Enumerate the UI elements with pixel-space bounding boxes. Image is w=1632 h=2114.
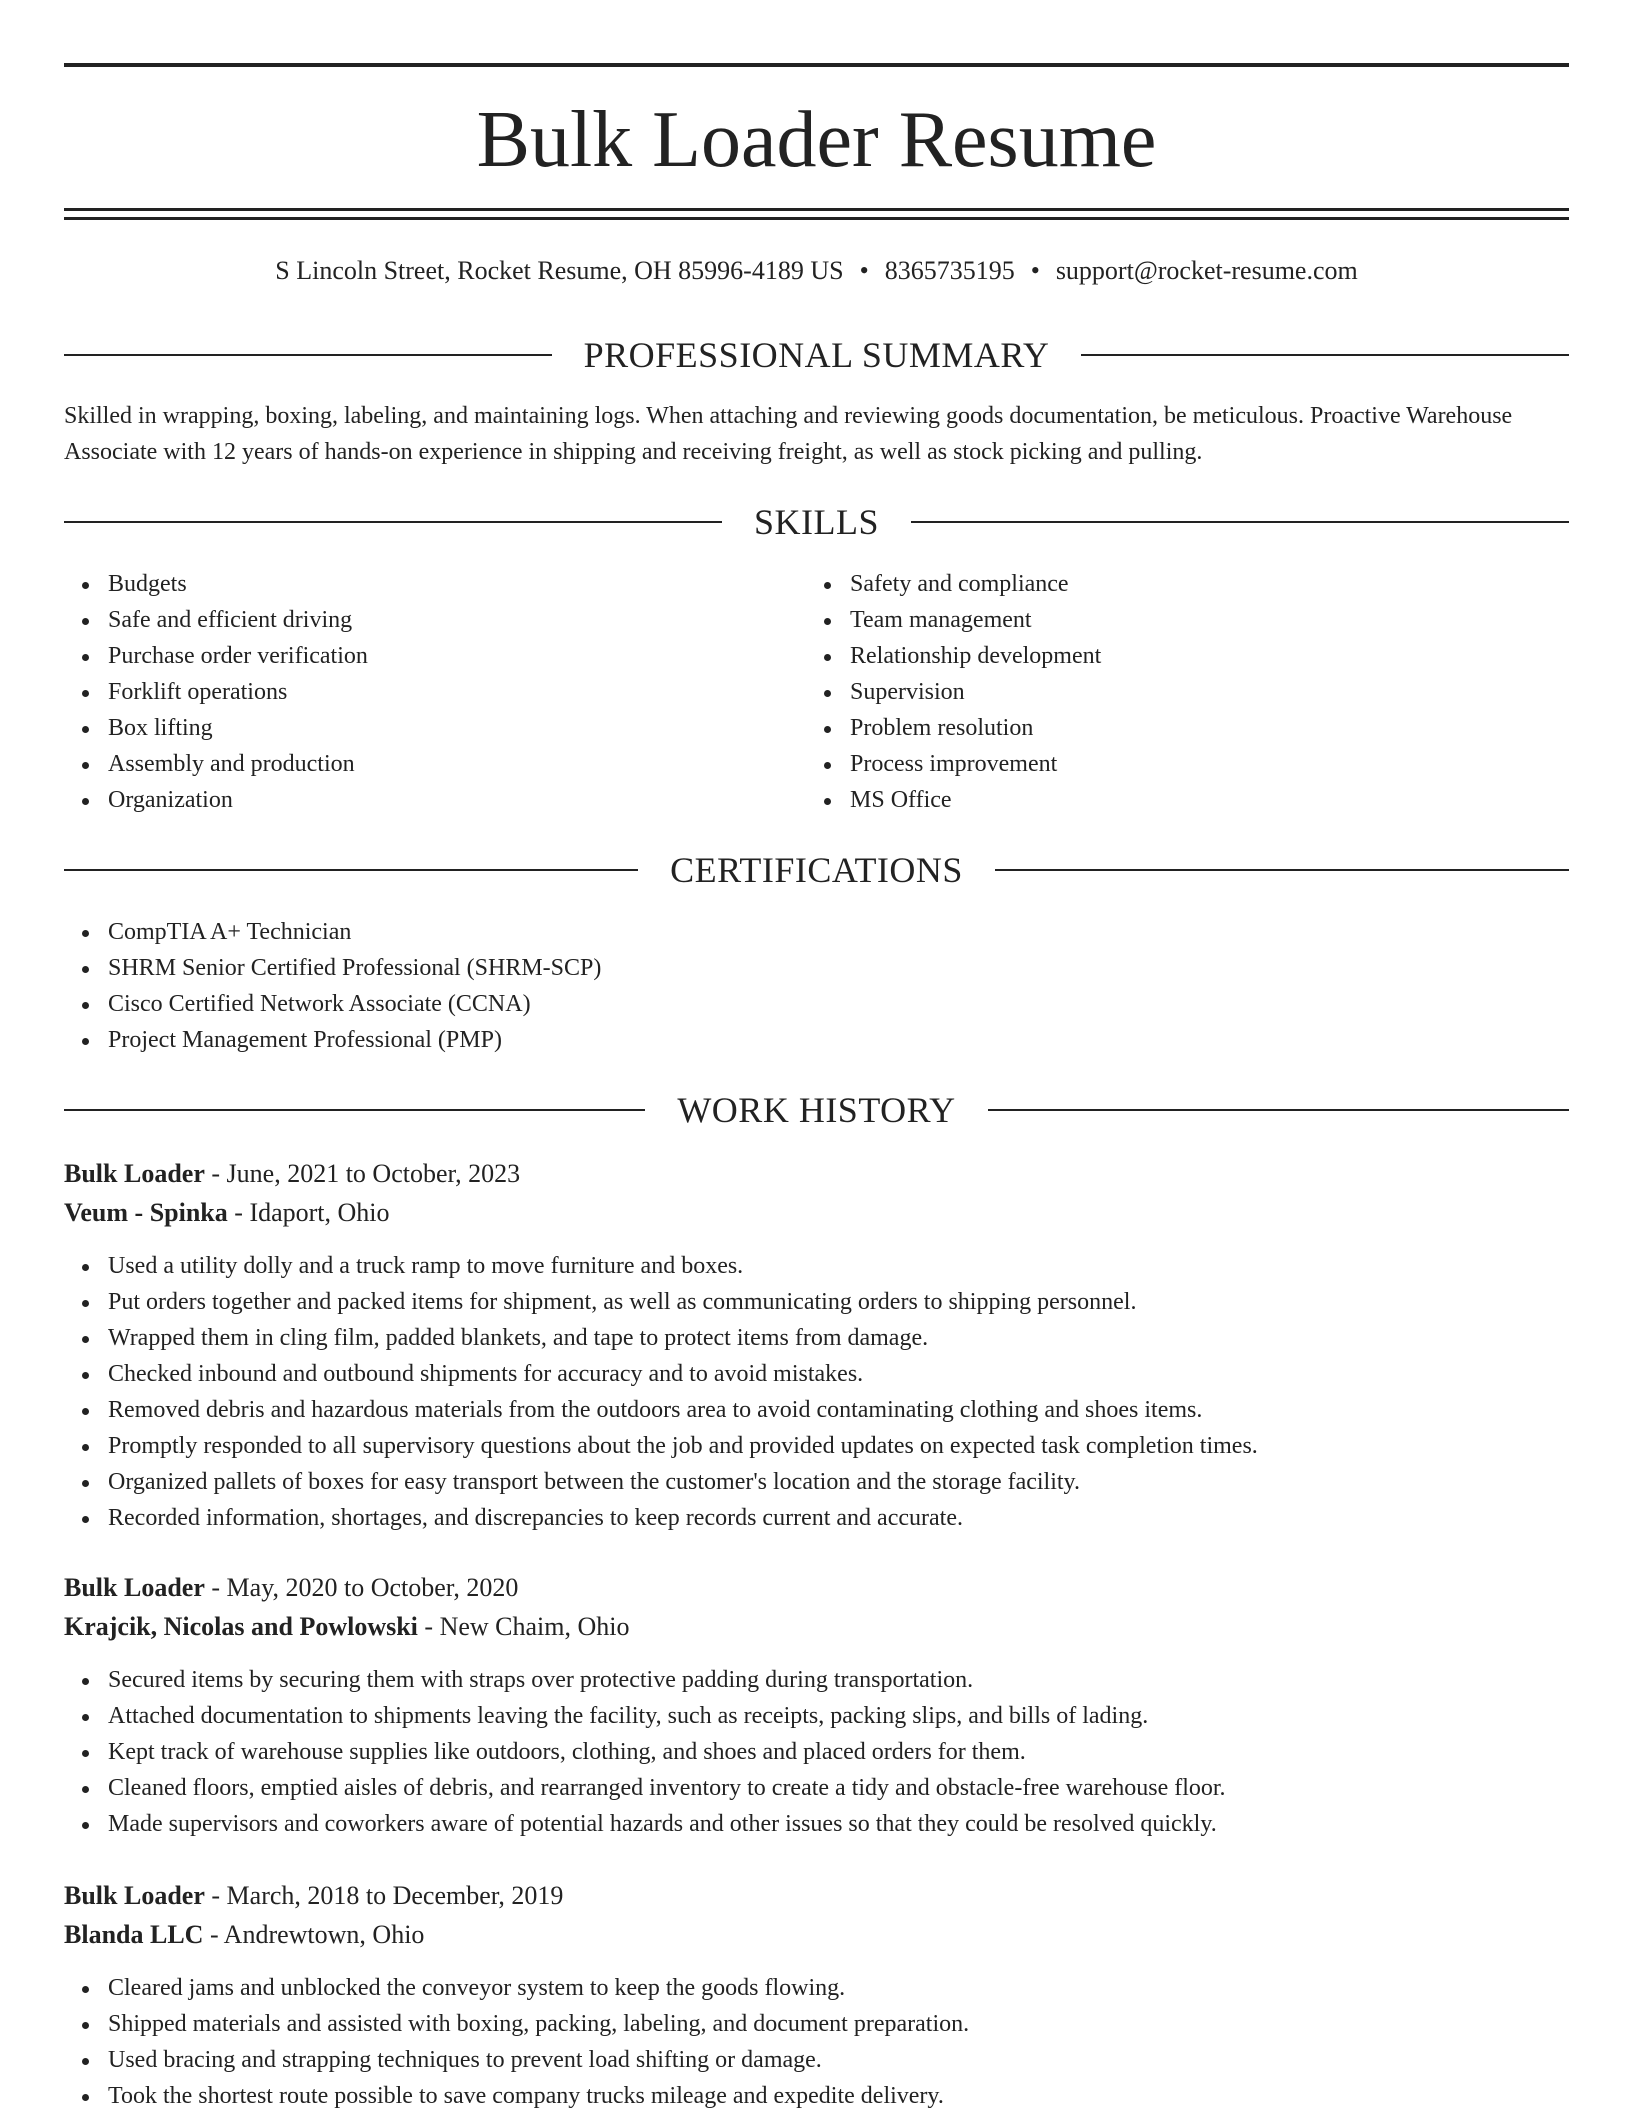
job-company-line [64, 1607, 1569, 1646]
section-title: SKILLS [754, 502, 880, 542]
top-rule [64, 63, 1569, 67]
heading-rule [1081, 354, 1569, 356]
job-title-line [64, 1568, 1569, 1607]
skill-item: Assembly and production [64, 746, 764, 782]
job-company: Blanda LLC [64, 1920, 204, 1949]
skill-item: Box lifting [64, 710, 764, 746]
skill-item: Problem resolution [806, 710, 1506, 746]
skill-item: Budgets [64, 566, 764, 602]
title-rule-lower [64, 217, 1569, 220]
job-entry [64, 1568, 1569, 1842]
job-title: Bulk Loader [64, 1881, 205, 1910]
job-location: - Andrewtown, Ohio [203, 1920, 425, 1949]
section-title: PROFESSIONAL SUMMARY [583, 335, 1050, 375]
job-duty-item: Used bracing and strapping techniques to prevent load shifting or damage. [64, 2042, 1569, 2078]
title-rule-upper [64, 208, 1569, 211]
job-dates: - June, 2021 to October, 2023 [204, 1159, 521, 1188]
job-title-line [64, 1154, 1569, 1193]
heading-rule [64, 354, 552, 356]
job-company: Veum - Spinka [64, 1198, 228, 1227]
skills-column-left [64, 566, 764, 818]
job-company-line [64, 1193, 1569, 1232]
certifications-block [64, 914, 1569, 1058]
job-company-line [64, 1915, 1569, 1954]
skill-item: Safe and efficient driving [64, 602, 764, 638]
job-duties-list [64, 1970, 1569, 2114]
heading-rule [995, 869, 1569, 871]
skills-list [806, 566, 1506, 818]
job-duty-item: Cleaned floors, emptied aisles of debris, and rearranged inventory to create a tidy and obstacle-free warehouse floor. [64, 1770, 1569, 1806]
skill-item: Purchase order verification [64, 638, 764, 674]
heading-rule [64, 1109, 645, 1111]
certification-item: Project Management Professional (PMP) [64, 1022, 1569, 1058]
contact-email: support@rocket-resume.com [1055, 256, 1358, 285]
job-duties-list [64, 1248, 1569, 1536]
job-duties-list [64, 1662, 1569, 1842]
job-duty-item: Checked inbound and outbound shipments for accuracy and to avoid mistakes. [64, 1356, 1569, 1392]
summary-text: Skilled in wrapping, boxing, labeling, and maintaining logs. When attaching and reviewing goods documentation, be meticulous. Proactive Warehouse Associate with 12 years of hands-on experience in shipping and receiving freight, as well as stock picking and pulling. [64, 403, 1513, 465]
job-duty-item: Removed debris and hazardous materials from the outdoors area to avoid contaminating clothing and shoes items. [64, 1392, 1569, 1428]
heading-rule [64, 521, 722, 523]
section-heading-skills [64, 500, 1569, 544]
job-duty-item: Recorded information, shortages, and discrepancies to keep records current and accurate. [64, 1500, 1569, 1536]
job-title-line [64, 1876, 1569, 1915]
skills-column-right [806, 566, 1506, 818]
job-location: - New Chaim, Ohio [417, 1612, 630, 1641]
heading-rule [988, 1109, 1569, 1111]
job-duty-item: Put orders together and packed items for shipment, as well as communicating orders to shipping personnel. [64, 1284, 1569, 1320]
job-duty-item: Used a utility dolly and a truck ramp to move furniture and boxes. [64, 1248, 1569, 1284]
skill-item: Organization [64, 782, 764, 818]
section-title: CERTIFICATIONS [670, 850, 963, 890]
contact-line [64, 253, 1569, 289]
job-entry [64, 1876, 1569, 2114]
job-entry [64, 1154, 1569, 1536]
heading-rule [64, 869, 638, 871]
job-duty-item: Organized pallets of boxes for easy transport between the customer's location and the storage facility. [64, 1464, 1569, 1500]
job-duty-item: Promptly responded to all supervisory questions about the job and provided updates on expected task completion times. [64, 1428, 1569, 1464]
skill-item: Relationship development [806, 638, 1506, 674]
contact-separator: • [1030, 256, 1040, 285]
job-duty-item: Shipped materials and assisted with boxing, packing, labeling, and document preparation. [64, 2006, 1569, 2042]
section-title: WORK HISTORY [677, 1090, 956, 1130]
job-title: Bulk Loader [64, 1573, 205, 1602]
skill-item: Team management [806, 602, 1506, 638]
skill-item: MS Office [806, 782, 1506, 818]
resume-title: Bulk Loader Resume [476, 96, 1157, 184]
job-duty-item: Attached documentation to shipments leaving the facility, such as receipts, packing slips, and bills of lading. [64, 1698, 1569, 1734]
job-duty-item: Made supervisors and coworkers aware of potential hazards and other issues so that they could be resolved quickly. [64, 1806, 1569, 1842]
contact-separator: • [859, 256, 869, 285]
job-dates: - March, 2018 to December, 2019 [204, 1881, 564, 1910]
job-duty-item: Kept track of warehouse supplies like outdoors, clothing, and shoes and placed orders for them. [64, 1734, 1569, 1770]
certifications-list [64, 914, 1569, 1058]
job-duty-item: Cleared jams and unblocked the conveyor system to keep the goods flowing. [64, 1970, 1569, 2006]
skill-item: Process improvement [806, 746, 1506, 782]
skill-item: Supervision [806, 674, 1506, 710]
heading-rule [911, 521, 1569, 523]
job-duty-item: Wrapped them in cling film, padded blankets, and tape to protect items from damage. [64, 1320, 1569, 1356]
job-duty-item: Took the shortest route possible to save company trucks mileage and expedite delivery. [64, 2078, 1569, 2114]
contact-address: S Lincoln Street, Rocket Resume, OH 85996-4189 US [275, 256, 844, 285]
section-heading-work-history [64, 1088, 1569, 1132]
certification-item: CompTIA A+ Technician [64, 914, 1569, 950]
job-duty-item: Secured items by securing them with straps over protective padding during transportation. [64, 1662, 1569, 1698]
job-title: Bulk Loader [64, 1159, 205, 1188]
contact-phone: 8365735195 [884, 256, 1015, 285]
job-dates: - May, 2020 to October, 2020 [204, 1573, 519, 1602]
certification-item: Cisco Certified Network Associate (CCNA) [64, 986, 1569, 1022]
job-company: Krajcik, Nicolas and Powlowski [64, 1612, 418, 1641]
skills-list [64, 566, 764, 818]
certification-item: SHRM Senior Certified Professional (SHRM-SCP) [64, 950, 1569, 986]
section-heading-certifications [64, 848, 1569, 892]
skill-item: Forklift operations [64, 674, 764, 710]
skill-item: Safety and compliance [806, 566, 1506, 602]
job-location: - Idaport, Ohio [227, 1198, 390, 1227]
section-heading-summary [64, 333, 1569, 377]
